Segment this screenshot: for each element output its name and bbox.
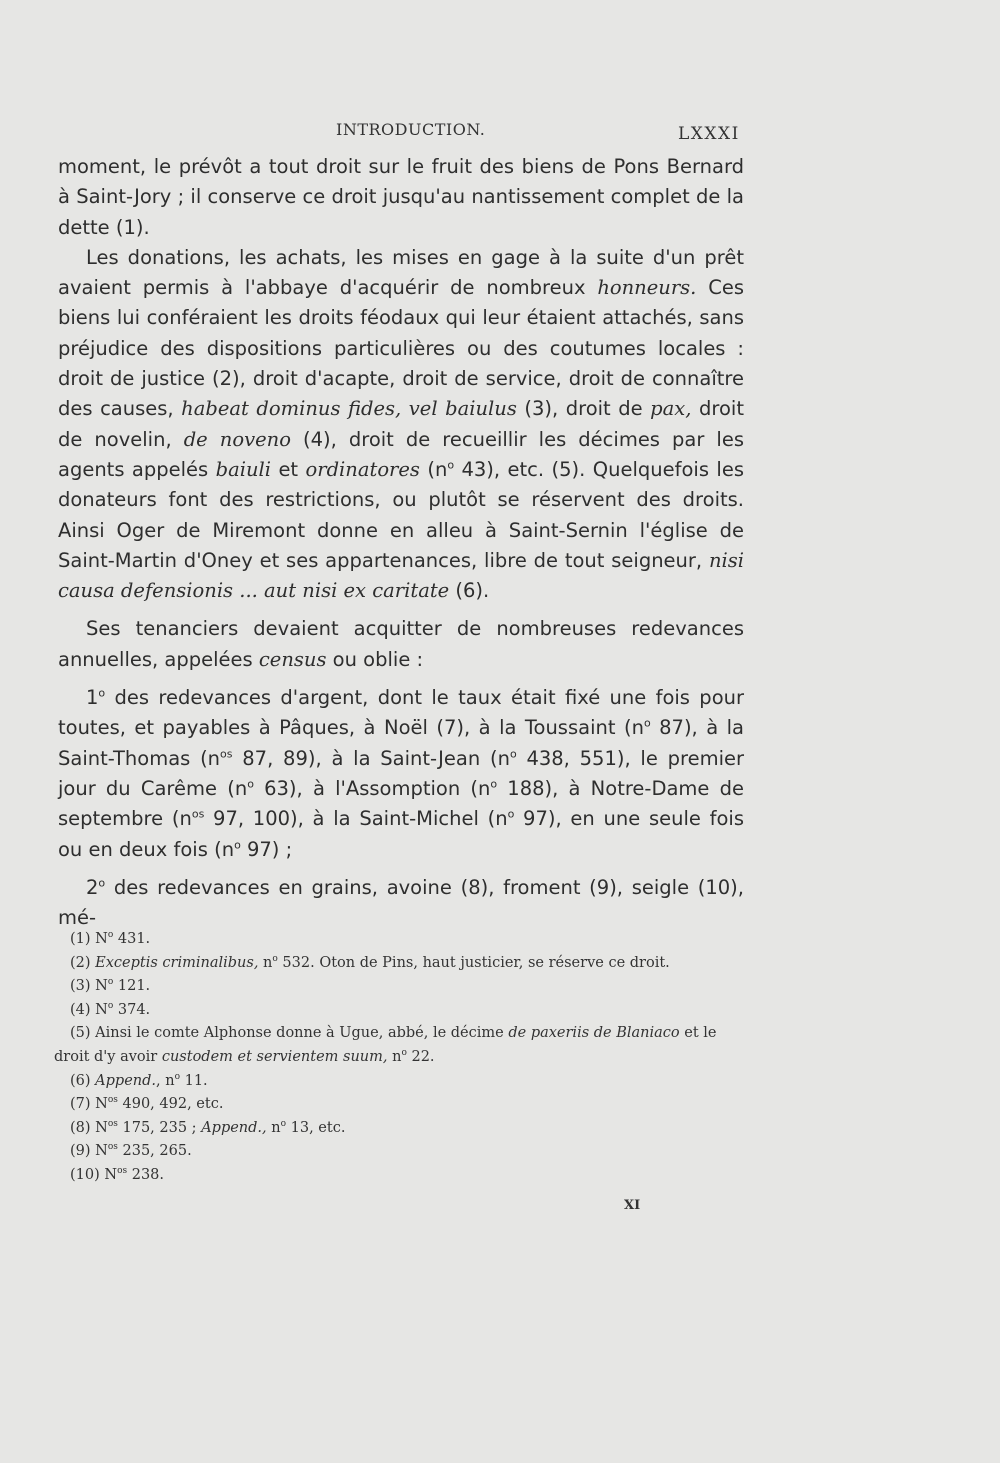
footnote-7: (7) $N^{os}$ 490, 492, etc.	[70, 1095, 224, 1113]
paragraph-4: 1$^o$ des redevances d'argent, dont le taux était fixé une fois pour toutes, et payables à Pâques, à Noël (7), à la Toussaint ($n^o$ 87), à la Saint-Thomas ($n^{os}$ 87, 89), à la Saint-Jean ($n^o$ 438, 551), le premier jour du Carême ($n^o$ 63), à l'Assomption ($n^o$ 188), à Notre-Dame de septembre ($n^{os}$ 97, 100), à la Saint-Michel ($n^o$ 97), en une seule fois ou en deux fois ($n^o$ 97) ;	[58, 686, 745, 861]
signature-mark: XI	[624, 1198, 641, 1213]
paragraph-2: Les donations, les achats, les mises en gage à la suite d'un prêt avaient permis à l'abbaye d'acquérir de nombreux honneurs. Ces biens lui conféraient les droits féodaux qui leur étaient attachés, sans préjudice des dispositions particulières ou des coutumes locales : droit de justice (2), droit d'acapte, droit de service, droit de connaître des causes, habeat dominus fides, vel baiulus (3), droit de pax, droit de novelin, de noveno (4), droit de recueillir les décimes par les agents appelés baiuli et ordinatores ($n^o$ 43), etc. (5). Quelquefois les donateurs font des restrictions, ou plutôt se réservent des droits. Ainsi Oger de Miremont donne en alleu à Saint-Sernin l'église de Saint-Martin d'Oney et ses appartenances, libre de tout seigneur, nisi causa defensionis ... aut nisi ex caritate (6).	[58, 245, 744, 603]
main-text	[58, 152, 744, 933]
page-number-roman: LXXXI	[678, 124, 740, 144]
paragraph-1: moment, le prévôt a tout droit sur le fruit des biens de Pons Bernard à Saint-Jory ; il conserve ce droit jusqu'au nantissement complet de la dette (1).	[58, 155, 744, 239]
paragraph-5: 2$^o$ des redevances en grains, avoine (8), froment (9), seigle (10), mé-	[58, 875, 744, 930]
footnote-5: (5) Ainsi le comte Alphonse donne à Ugue, abbé, le décime de paxeriis de Blaniaco et le droit d'y avoir custodem et servientem suum, $n^o$ 22.	[54, 1025, 717, 1065]
footnote-9: (9) $N^{os}$ 235, 265.	[70, 1142, 192, 1160]
running-title: INTRODUCTION.	[336, 120, 486, 139]
footnote-6: (6) Append., $n^o$ 11.	[70, 1071, 208, 1089]
footnotes	[54, 928, 744, 1188]
footnote-2: (2) Exceptis criminalibus, $n^o$ 532. Oton de Pins, haut justicier, se réserve ce droit.	[70, 953, 670, 971]
footnote-4: (4) $N^o$ 374.	[70, 1000, 151, 1018]
footnote-3: (3) $N^o$ 121.	[70, 977, 151, 995]
footnote-1: (1) $N^o$ 431.	[70, 930, 151, 947]
paragraph-3: Ses tenanciers devaient acquitter de nombreuses redevances annuelles, appelées census ou oblie :	[58, 617, 744, 671]
footnote-10: (10) $N^{os}$ 238.	[70, 1166, 165, 1183]
footnote-8: (8) $N^{os}$ 175, 235 ; Append., $n^o$ 13, etc.	[70, 1118, 346, 1136]
